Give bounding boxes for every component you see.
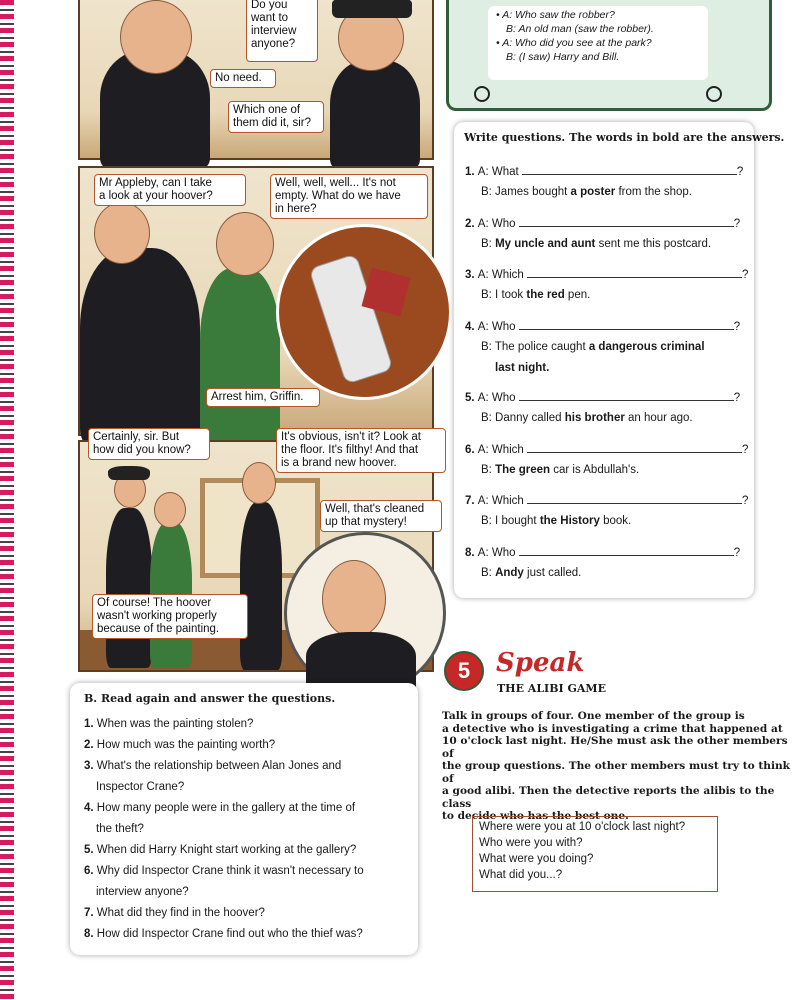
speak-instructions — [442, 710, 792, 823]
item-number: 5. — [465, 392, 478, 404]
exercise-answer — [481, 238, 711, 250]
question-text: How many people were in the gallery at the time of — [96, 802, 356, 814]
item-number: 7. — [84, 907, 97, 919]
answer-blank[interactable] — [527, 267, 742, 278]
no-entry-icon — [706, 86, 722, 102]
item-number: 8. — [84, 928, 97, 940]
comprehension-question — [84, 739, 275, 751]
instruction-line: 10 o'clock last night. He/She must ask the other members of — [442, 735, 788, 760]
question-mark: ? — [742, 443, 749, 456]
answer-text: B: James bought — [481, 186, 571, 198]
exercise-answer — [481, 412, 693, 424]
police-cap — [332, 0, 412, 18]
comprehension-question — [84, 760, 341, 772]
answer-bold: the History — [539, 515, 600, 527]
exercise-answer — [481, 186, 692, 198]
answer-blank[interactable] — [519, 319, 734, 330]
comprehension-question — [84, 928, 363, 940]
speech-bubble: Which one of them did it, sir? — [228, 101, 324, 133]
speech-bubble: Of course! The hoover wasn't working properly because of the painting. — [92, 594, 248, 639]
answer-blank[interactable] — [527, 442, 742, 453]
speech-bubble: Arrest him, Griffin. — [206, 388, 320, 407]
policeman-figure — [106, 508, 152, 668]
answer-text: B: I bought — [481, 515, 540, 527]
question-stem: A: Who — [477, 320, 519, 333]
exercise-answer — [481, 515, 631, 527]
question-text: What's the relationship between Alan Jones and — [96, 760, 342, 772]
instruction-line: to decide who has the best one. — [442, 810, 629, 822]
inspector-figure — [240, 502, 282, 670]
section-title: Speak — [496, 648, 585, 678]
question-stem: A: What — [477, 166, 522, 178]
answer-text: sent me this postcard. — [595, 237, 712, 250]
item-number: 3. — [84, 760, 97, 772]
comprehension-question-continued: interview anyone? — [96, 886, 189, 898]
example-answer: B: An old man (saw the robber). — [506, 23, 654, 35]
alibi-question: Who were you with? — [479, 837, 583, 849]
item-number: 6. — [465, 443, 478, 456]
inspector-closeup-head — [322, 560, 386, 638]
answer-bold: last night. — [495, 361, 550, 374]
speech-bubble: It's obvious, isn't it? Look at the floor. It's filthy! And that is a brand new hoover. — [276, 428, 446, 473]
question-stem: A: Who — [477, 546, 519, 559]
answer-blank[interactable] — [519, 390, 734, 401]
answer-text: B: Danny called — [481, 412, 565, 424]
question-text: What did they find in the hoover? — [96, 907, 265, 919]
item-number: 4. — [465, 320, 478, 333]
exercise-question — [465, 216, 740, 230]
question-stem: A: Which — [477, 443, 528, 456]
section-subtitle: THE ALIBI GAME — [497, 682, 606, 695]
exercise-question — [465, 267, 748, 281]
answer-blank[interactable] — [519, 545, 734, 556]
item-number: 6. — [84, 865, 97, 877]
answer-bold: the red — [526, 289, 565, 301]
question-mark: ? — [736, 166, 744, 178]
answer-text: B: I took — [481, 289, 527, 301]
instruction-line: a good alibi. Then the detective reports the alibis to the class — [442, 785, 775, 810]
speech-bubble: Do you want to interview anyone? — [246, 0, 318, 62]
speech-bubble: Mr Appleby, can I take a look at your hoover? — [94, 174, 246, 206]
question-text: How much was the painting worth? — [96, 739, 276, 751]
answer-text: from the shop. — [615, 186, 692, 198]
question-text: When did Harry Knight start working at the gallery? — [96, 844, 357, 856]
alibi-question: Where were you at 10 o'clock last night? — [479, 821, 686, 833]
exercise-question — [465, 545, 740, 559]
question-text: When was the painting stolen? — [96, 718, 254, 730]
exercise-answer — [481, 289, 590, 301]
exercise-answer — [481, 567, 581, 579]
question-stem: A: Who — [477, 217, 519, 230]
comic-panel-2 — [78, 166, 434, 436]
speech-bubble: Certainly, sir. But how did you know? — [88, 428, 210, 460]
exercise-answer-continued — [495, 362, 549, 374]
item-number: 7. — [465, 495, 478, 507]
instruction-line: a detective who is investigating a crime that happened at — [442, 722, 783, 735]
comic-panel-1 — [78, 0, 434, 160]
question-stem: A: Who — [477, 392, 519, 404]
question-mark: ? — [733, 546, 741, 559]
item-number: 8. — [465, 546, 478, 559]
cleaner-figure — [200, 268, 280, 448]
exercise-question — [465, 319, 740, 333]
comprehension-question — [84, 802, 355, 814]
speech-bubble: Well, that's cleaned up that mystery! — [320, 500, 442, 532]
policeman-figure — [330, 60, 420, 170]
item-number: 2. — [84, 739, 97, 751]
exercise-instruction: Write questions. The words in bold are the answers. — [464, 131, 785, 144]
example-question: • A: Who saw the robber? — [496, 9, 615, 21]
part-b-heading: B. Read again and answer the questions. — [84, 692, 336, 705]
alibi-questions-box — [472, 816, 718, 892]
exercise-question — [465, 493, 748, 507]
answer-text: B: — [481, 566, 496, 579]
exercise-question — [465, 164, 743, 178]
item-number: 3. — [465, 269, 478, 281]
section-number-badge: 5 — [444, 651, 484, 691]
question-mark: ? — [733, 320, 741, 333]
inspector-head — [94, 202, 150, 264]
speech-bubble: Well, well, well... It's not empty. What do we have in here? — [270, 174, 428, 219]
no-entry-icon — [474, 86, 490, 102]
comic-panel-3 — [78, 431, 434, 672]
comprehension-question — [84, 907, 265, 919]
answer-text: B: — [481, 463, 496, 476]
example-question: • A: Who did you see at the park? — [496, 37, 652, 49]
comprehension-question — [84, 718, 253, 730]
exercise-question — [465, 390, 740, 404]
question-mark: ? — [733, 392, 741, 404]
question-text: How did Inspector Crane find out who the thief was? — [96, 928, 363, 940]
item-number: 4. — [84, 802, 97, 814]
answer-text: book. — [599, 515, 632, 527]
answer-blank[interactable] — [522, 164, 737, 175]
answer-bold: The green — [495, 463, 551, 476]
answer-text: car is Abdullah's. — [550, 463, 640, 476]
grammar-examples — [488, 6, 708, 80]
instruction-line: the group questions. The other members must try to think of — [442, 760, 791, 785]
speech-bubble: No need. — [210, 69, 276, 88]
example-answer: B: (I saw) Harry and Bill. — [506, 51, 620, 63]
spiral-binding — [0, 0, 14, 1000]
answer-bold: My uncle and aunt — [495, 237, 596, 250]
comprehension-question-continued: the theft? — [96, 823, 144, 835]
instruction-line: Talk in groups of four. One member of the group is — [442, 710, 745, 722]
question-mark: ? — [733, 217, 741, 230]
inspector-head — [242, 462, 276, 504]
answer-bold: Andy — [495, 566, 524, 579]
item-number: 1. — [465, 166, 478, 178]
answer-blank[interactable] — [527, 493, 742, 504]
alibi-question: What were you doing? — [479, 853, 594, 865]
question-stem: A: Which — [477, 495, 528, 507]
item-number: 2. — [465, 217, 478, 230]
alibi-question: What did you...? — [479, 869, 563, 881]
comprehension-question-continued: Inspector Crane? — [96, 781, 185, 793]
question-text: Why did Inspector Crane think it wasn't necessary to — [96, 865, 364, 877]
question-stem: A: Which — [477, 269, 528, 281]
cleaner-head — [216, 212, 274, 276]
answer-text: an hour ago. — [624, 412, 693, 424]
inspector-head — [120, 0, 192, 74]
exercise-answer — [481, 341, 705, 353]
answer-blank[interactable] — [519, 216, 734, 227]
comprehension-question — [84, 844, 356, 856]
exercise-question — [465, 442, 748, 456]
answer-bold: his brother — [564, 412, 625, 424]
comprehension-question — [84, 865, 364, 877]
answer-bold: a dangerous criminal — [588, 340, 705, 353]
inspector-figure — [80, 248, 200, 448]
exercise-answer — [481, 464, 639, 476]
item-number: 5. — [84, 844, 97, 856]
item-number: 1. — [84, 718, 97, 730]
answer-text: B: The police caught — [481, 340, 589, 353]
cleaner-head — [154, 492, 186, 528]
answer-text: B: — [481, 237, 496, 250]
answer-bold: a poster — [570, 186, 616, 198]
answer-text: just called. — [523, 566, 582, 579]
police-cap — [108, 466, 150, 480]
question-mark: ? — [742, 269, 749, 281]
question-mark: ? — [742, 495, 749, 507]
answer-text: pen. — [564, 289, 591, 301]
